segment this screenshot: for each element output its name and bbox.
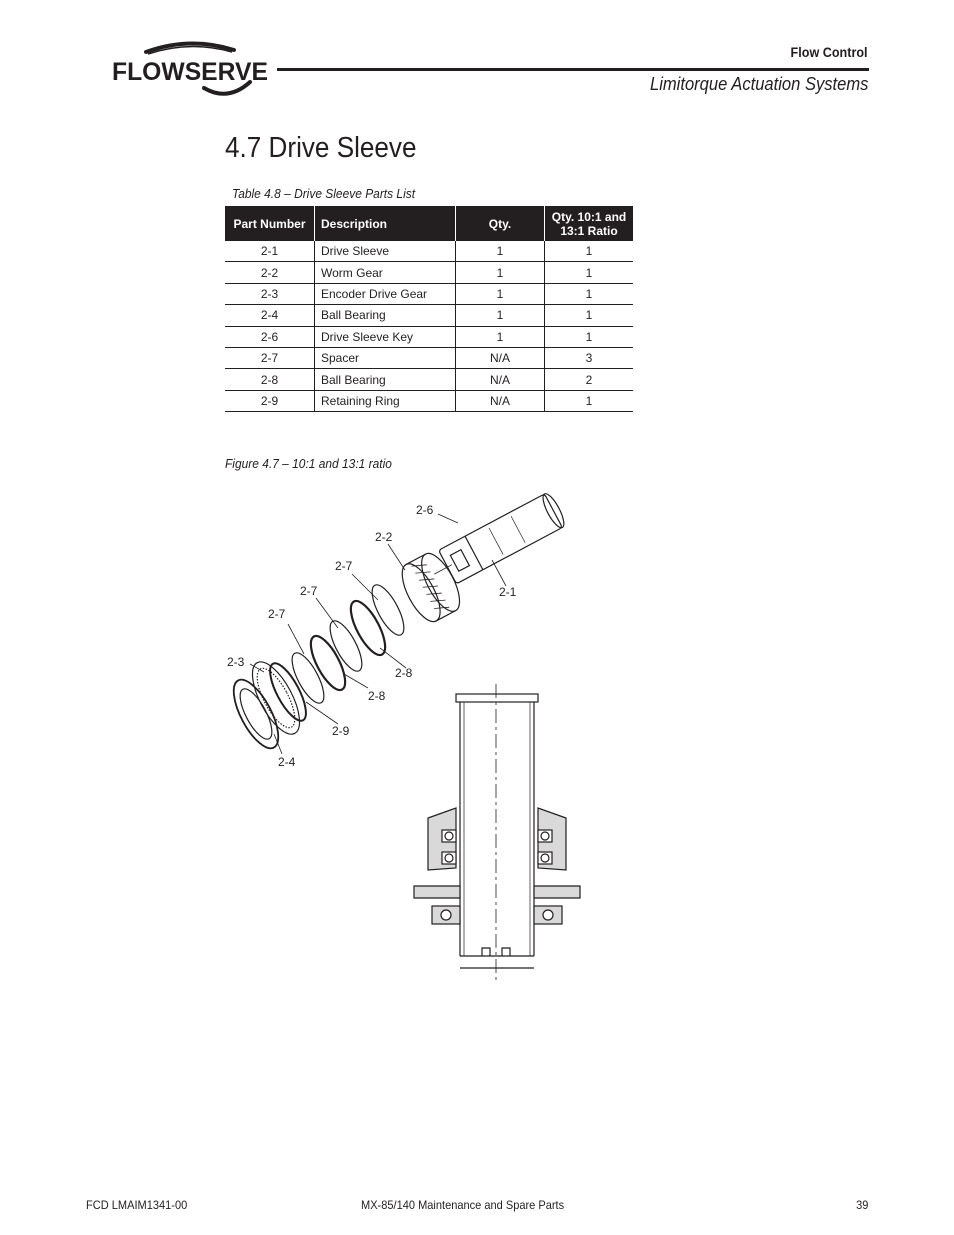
cell-description: Spacer xyxy=(315,347,456,368)
header-subtitle: Limitorque Actuation Systems xyxy=(649,74,868,94)
cell-description: Ball Bearing xyxy=(315,305,456,326)
cell-part: 2-8 xyxy=(225,369,315,390)
callout-2-9: 2-9 xyxy=(332,724,350,738)
cell-part: 2-3 xyxy=(225,283,315,304)
section-title: 4.7 Drive Sleeve xyxy=(225,132,417,164)
cell-part: 2-9 xyxy=(225,390,315,411)
cell-qty: 1 xyxy=(456,326,545,347)
header-part-number: Part Number xyxy=(225,206,315,241)
header-qty-ratio xyxy=(545,206,634,241)
bearing-part xyxy=(344,596,392,659)
cell-description: Drive Sleeve xyxy=(315,241,456,262)
figure-caption: Figure 4.7 – 10:1 and 13:1 ratio xyxy=(225,456,392,471)
division-label: Flow Control xyxy=(791,44,868,60)
header-qty-ratio-line2: 13:1 Ratio xyxy=(560,223,618,238)
table-caption: Table 4.8 – Drive Sleeve Parts List xyxy=(232,186,416,201)
cell-description: Ball Bearing xyxy=(315,369,456,390)
cell-qty: N/A xyxy=(456,390,545,411)
cell-qty: 1 xyxy=(456,241,545,262)
cell-qty-ratio: 1 xyxy=(545,283,634,304)
worm-gear-part xyxy=(395,548,467,627)
cell-qty-ratio: 1 xyxy=(545,390,634,411)
flowserve-logo xyxy=(108,40,272,102)
drive-sleeve-part xyxy=(425,491,567,591)
callout-2-6: 2-6 xyxy=(416,503,434,517)
table-row xyxy=(225,305,633,326)
cell-description: Encoder Drive Gear xyxy=(315,283,456,304)
spacer-part xyxy=(366,581,410,640)
cell-qty: 1 xyxy=(456,283,545,304)
cell-part: 2-7 xyxy=(225,347,315,368)
cell-qty-ratio: 1 xyxy=(545,326,634,347)
cell-description: Drive Sleeve Key xyxy=(315,326,456,347)
cell-qty-ratio: 1 xyxy=(545,262,634,283)
header-qty-ratio-line1: Qty. 10:1 and xyxy=(551,209,627,224)
cell-qty-ratio: 3 xyxy=(545,347,634,368)
sectional-view xyxy=(414,684,580,980)
cell-description: Worm Gear xyxy=(315,262,456,283)
table-row xyxy=(225,347,633,368)
callout-2-4: 2-4 xyxy=(278,755,296,769)
callout-2-7-b: 2-7 xyxy=(300,584,318,598)
brand-wordmark: FLOWSERVE xyxy=(112,58,268,86)
callout-2-1: 2-1 xyxy=(499,585,517,599)
callout-2-8-b: 2-8 xyxy=(368,689,386,703)
table-row xyxy=(225,241,633,262)
cell-qty: 1 xyxy=(456,262,545,283)
header-description: Description xyxy=(315,206,456,241)
cell-part: 2-4 xyxy=(225,305,315,326)
footer-document-title: MX-85/140 Maintenance and Spare Parts xyxy=(361,1198,565,1212)
cell-qty: 1 xyxy=(456,305,545,326)
cell-qty: N/A xyxy=(456,347,545,368)
page-number: 39 xyxy=(855,1198,868,1212)
table-row xyxy=(225,369,633,390)
callout-2-3: 2-3 xyxy=(227,655,245,669)
callout-2-2: 2-2 xyxy=(375,530,393,544)
drive-sleeve-figure xyxy=(220,478,620,988)
callout-2-7-a: 2-7 xyxy=(335,559,353,573)
table-row xyxy=(225,262,633,283)
callout-2-7-c: 2-7 xyxy=(268,607,286,621)
callout-2-8-a: 2-8 xyxy=(395,666,413,680)
table-header-row xyxy=(225,206,633,241)
cell-part: 2-1 xyxy=(225,241,315,262)
cell-description: Retaining Ring xyxy=(315,390,456,411)
table-row xyxy=(225,390,633,411)
header-qty: Qty. xyxy=(456,206,545,241)
header-rule xyxy=(277,68,869,71)
parts-table xyxy=(225,206,633,412)
footer-document-code: FCD LMAIM1341-00 xyxy=(86,1198,188,1212)
cell-qty-ratio: 2 xyxy=(545,369,634,390)
cell-qty-ratio: 1 xyxy=(545,305,634,326)
table-row xyxy=(225,326,633,347)
cell-part: 2-6 xyxy=(225,326,315,347)
cell-qty-ratio: 1 xyxy=(545,241,634,262)
cell-qty: N/A xyxy=(456,369,545,390)
cell-part: 2-2 xyxy=(225,262,315,283)
table-row xyxy=(225,283,633,304)
